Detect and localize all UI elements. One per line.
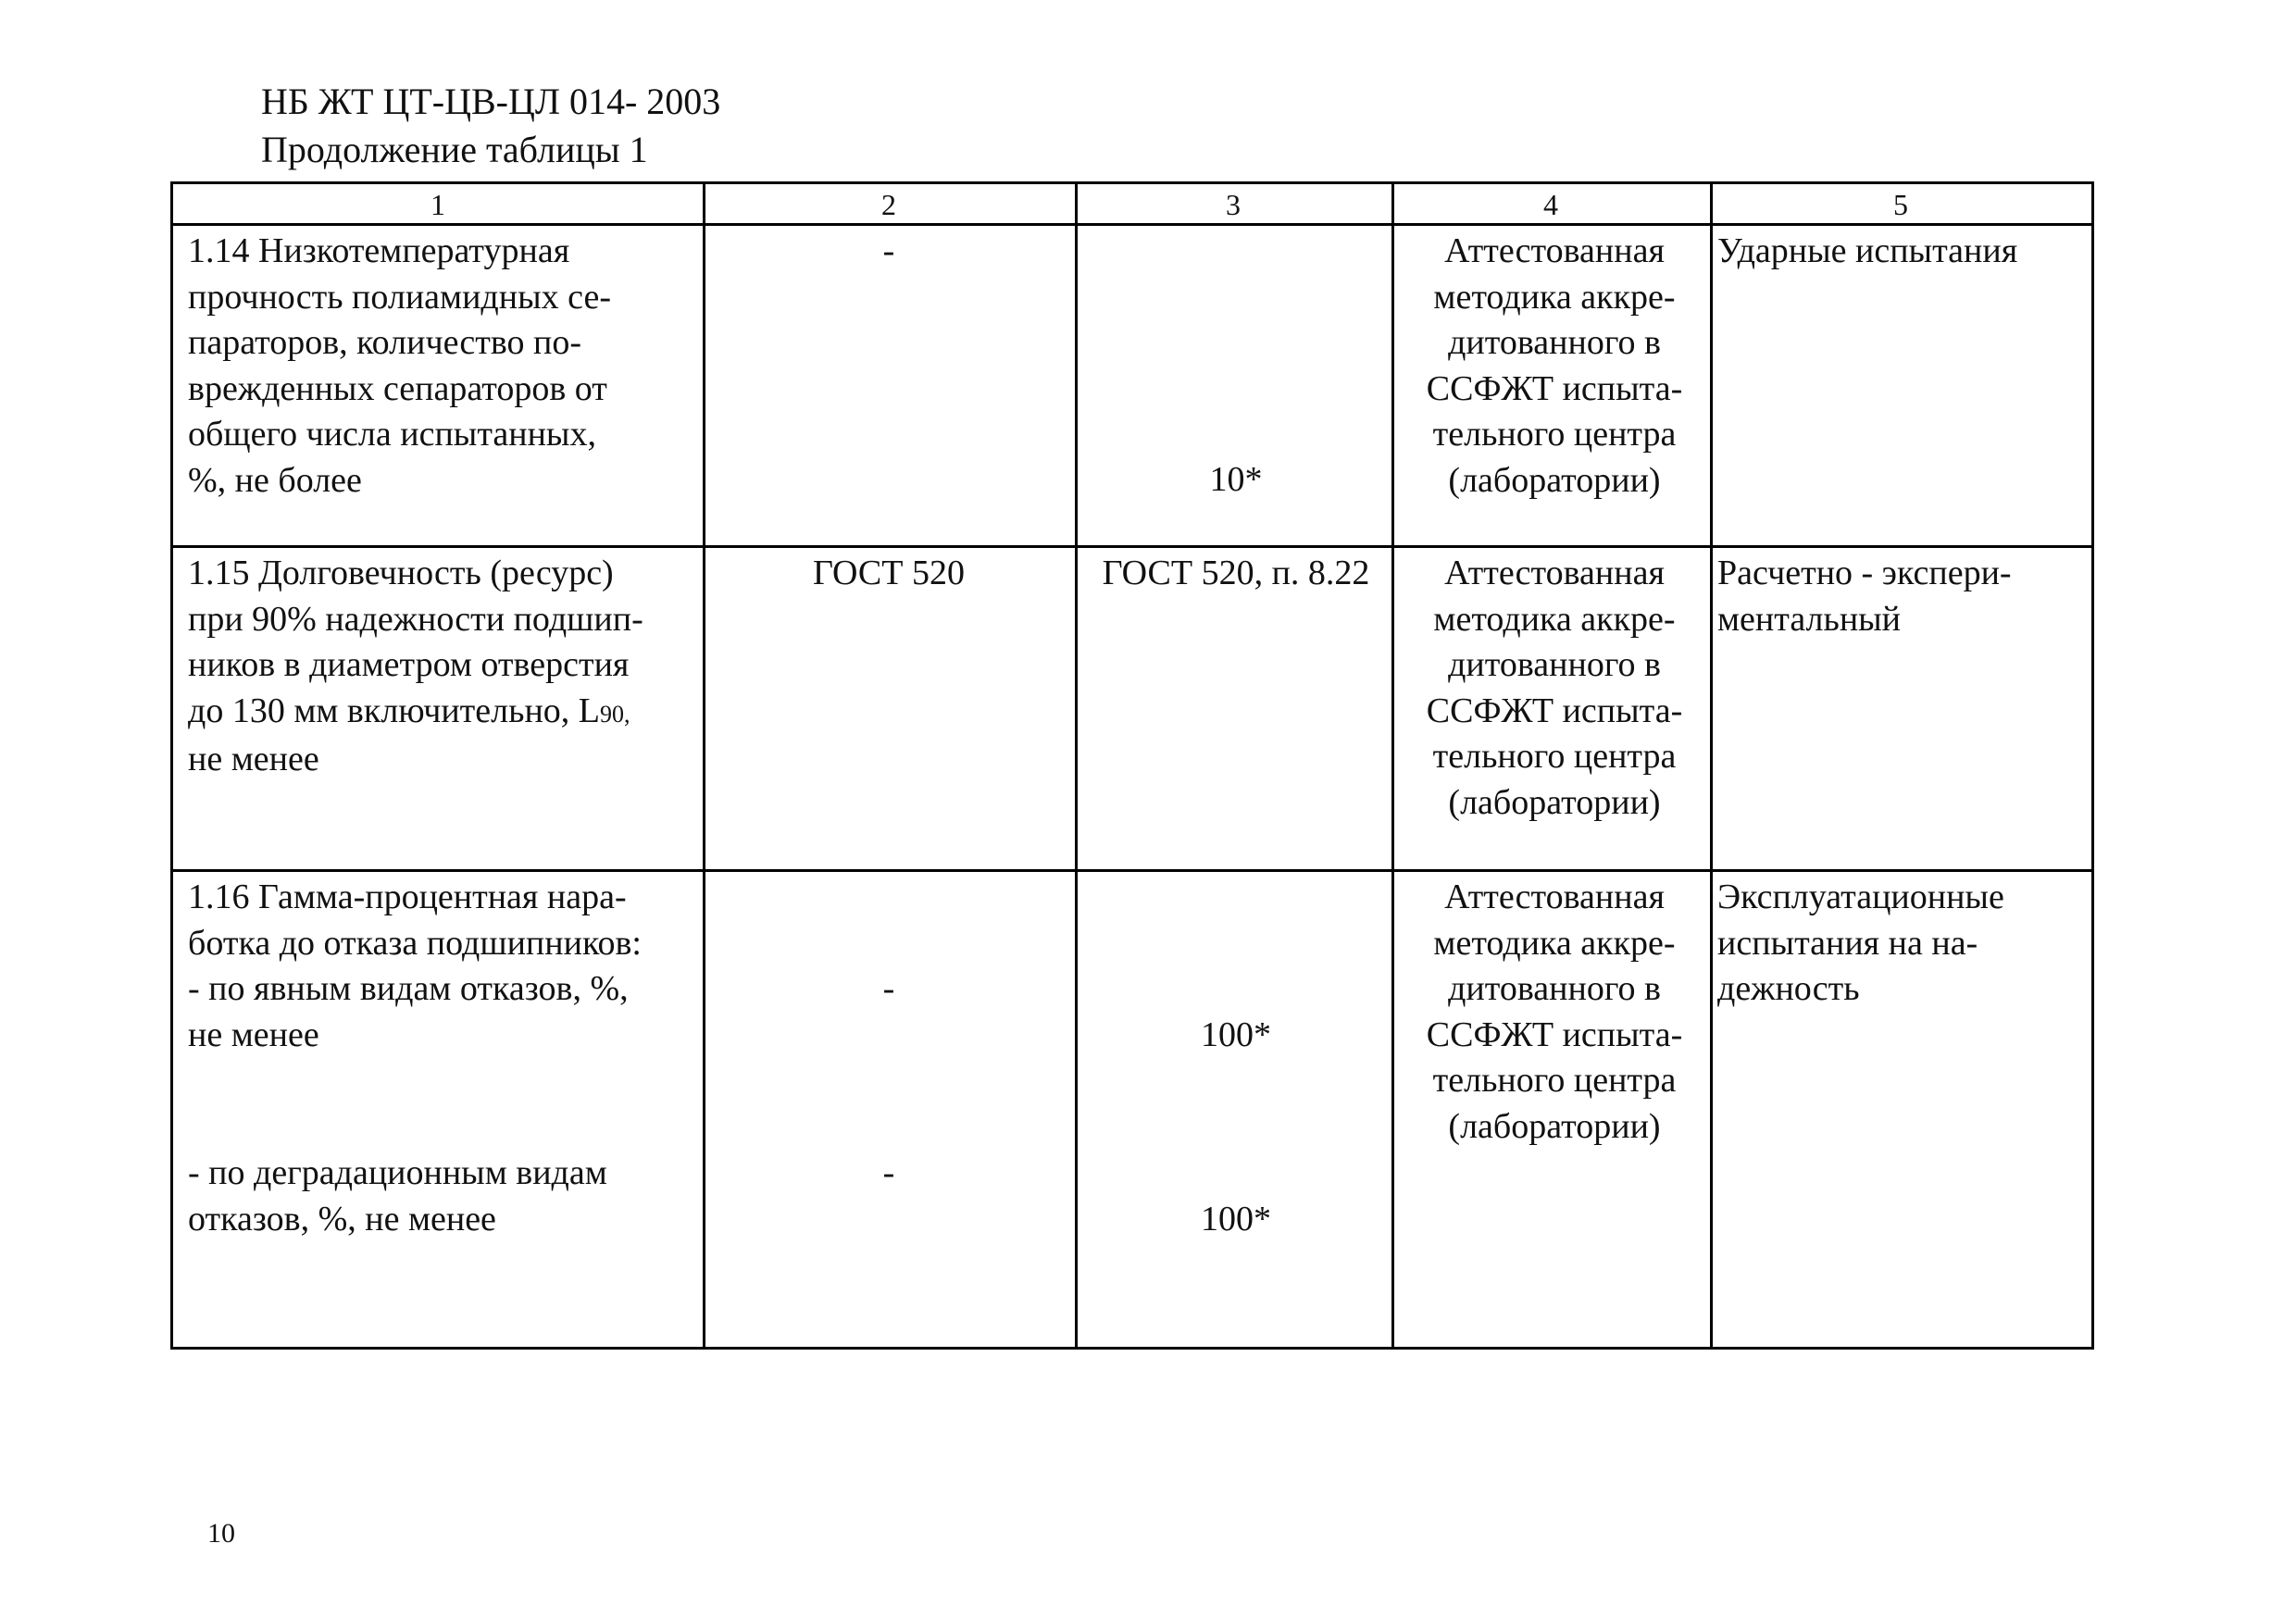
continuation-title: Продолжение таблицы 1 (261, 129, 648, 170)
row-1-16-description-degradation: - по деградационным видам отказов, %, не менее (188, 1153, 607, 1238)
document-code: НБ ЖТ ЦТ-ЦВ-ЦЛ 014- 2003 (261, 81, 721, 122)
header-col-4: 4 (1543, 188, 1558, 221)
header-col-2: 2 (881, 188, 896, 221)
row-1-15-subscript: 90, (600, 700, 630, 728)
header-col-5: 5 (1893, 188, 1908, 221)
page-number: 10 (207, 1518, 235, 1549)
row-1-15-test-method-ref: ГОСТ 520, п. 8.22 (1102, 554, 1370, 592)
row-1-15-description (188, 551, 697, 783)
column-divider (1391, 184, 1394, 1347)
row-1-14-value: 10* (1209, 460, 1263, 499)
row-1-16-value-degradation: 100* (1201, 1200, 1271, 1238)
row-1-14-description: 1.14 Низкотемпературная прочность полиамидных се- параторов, количество по- врежденных сепараторов от общего числа испытанных, %, не более (188, 231, 611, 500)
row-1-14-col2: - (882, 231, 895, 270)
row-1-15-test-type: Расчетно - экспери- ментальный (1717, 554, 2012, 639)
row-1-16-value: 100* (1201, 1015, 1271, 1054)
row-1-16-description: 1.16 Гамма-процентная нара- ботка до отказа подшипников: - по явным видам отказов, %, не менее (188, 877, 642, 1054)
row-divider (173, 545, 2091, 548)
row-divider (173, 869, 2091, 872)
row-1-16-method: Аттестованная методика аккре- дитованного в ССФЖТ испыта- тельного центра (лаборатории) (1426, 877, 1683, 1146)
header-col-1: 1 (430, 188, 445, 221)
row-1-16-col2: - (882, 969, 895, 1008)
row-1-15-standard: ГОСТ 520 (813, 554, 965, 592)
row-1-16-col2-degradation: - (882, 1153, 895, 1192)
row-1-15-description-main: 1.15 Долговечность (ресурс) при 90% надежности подшип- ников в диаметром отверстия до 130 мм включительно, L (188, 554, 643, 730)
column-divider (1075, 184, 1078, 1347)
requirements-table (170, 181, 2094, 1350)
header-col-3: 3 (1226, 188, 1241, 221)
row-1-16-test-type: Эксплуатационные испытания на на- дежность (1717, 877, 2004, 1008)
row-1-14-test-type: Ударные испытания (1717, 231, 2018, 270)
row-1-14-method: Аттестованная методика аккре- дитованного в ССФЖТ испыта- тельного центра (лаборатории) (1426, 231, 1683, 500)
row-divider (173, 223, 2091, 226)
row-1-15-method: Аттестованная методика аккре- дитованного в ССФЖТ испыта- тельного центра (лаборатории) (1426, 554, 1683, 822)
row-1-15-description-tail: не менее (188, 740, 319, 778)
